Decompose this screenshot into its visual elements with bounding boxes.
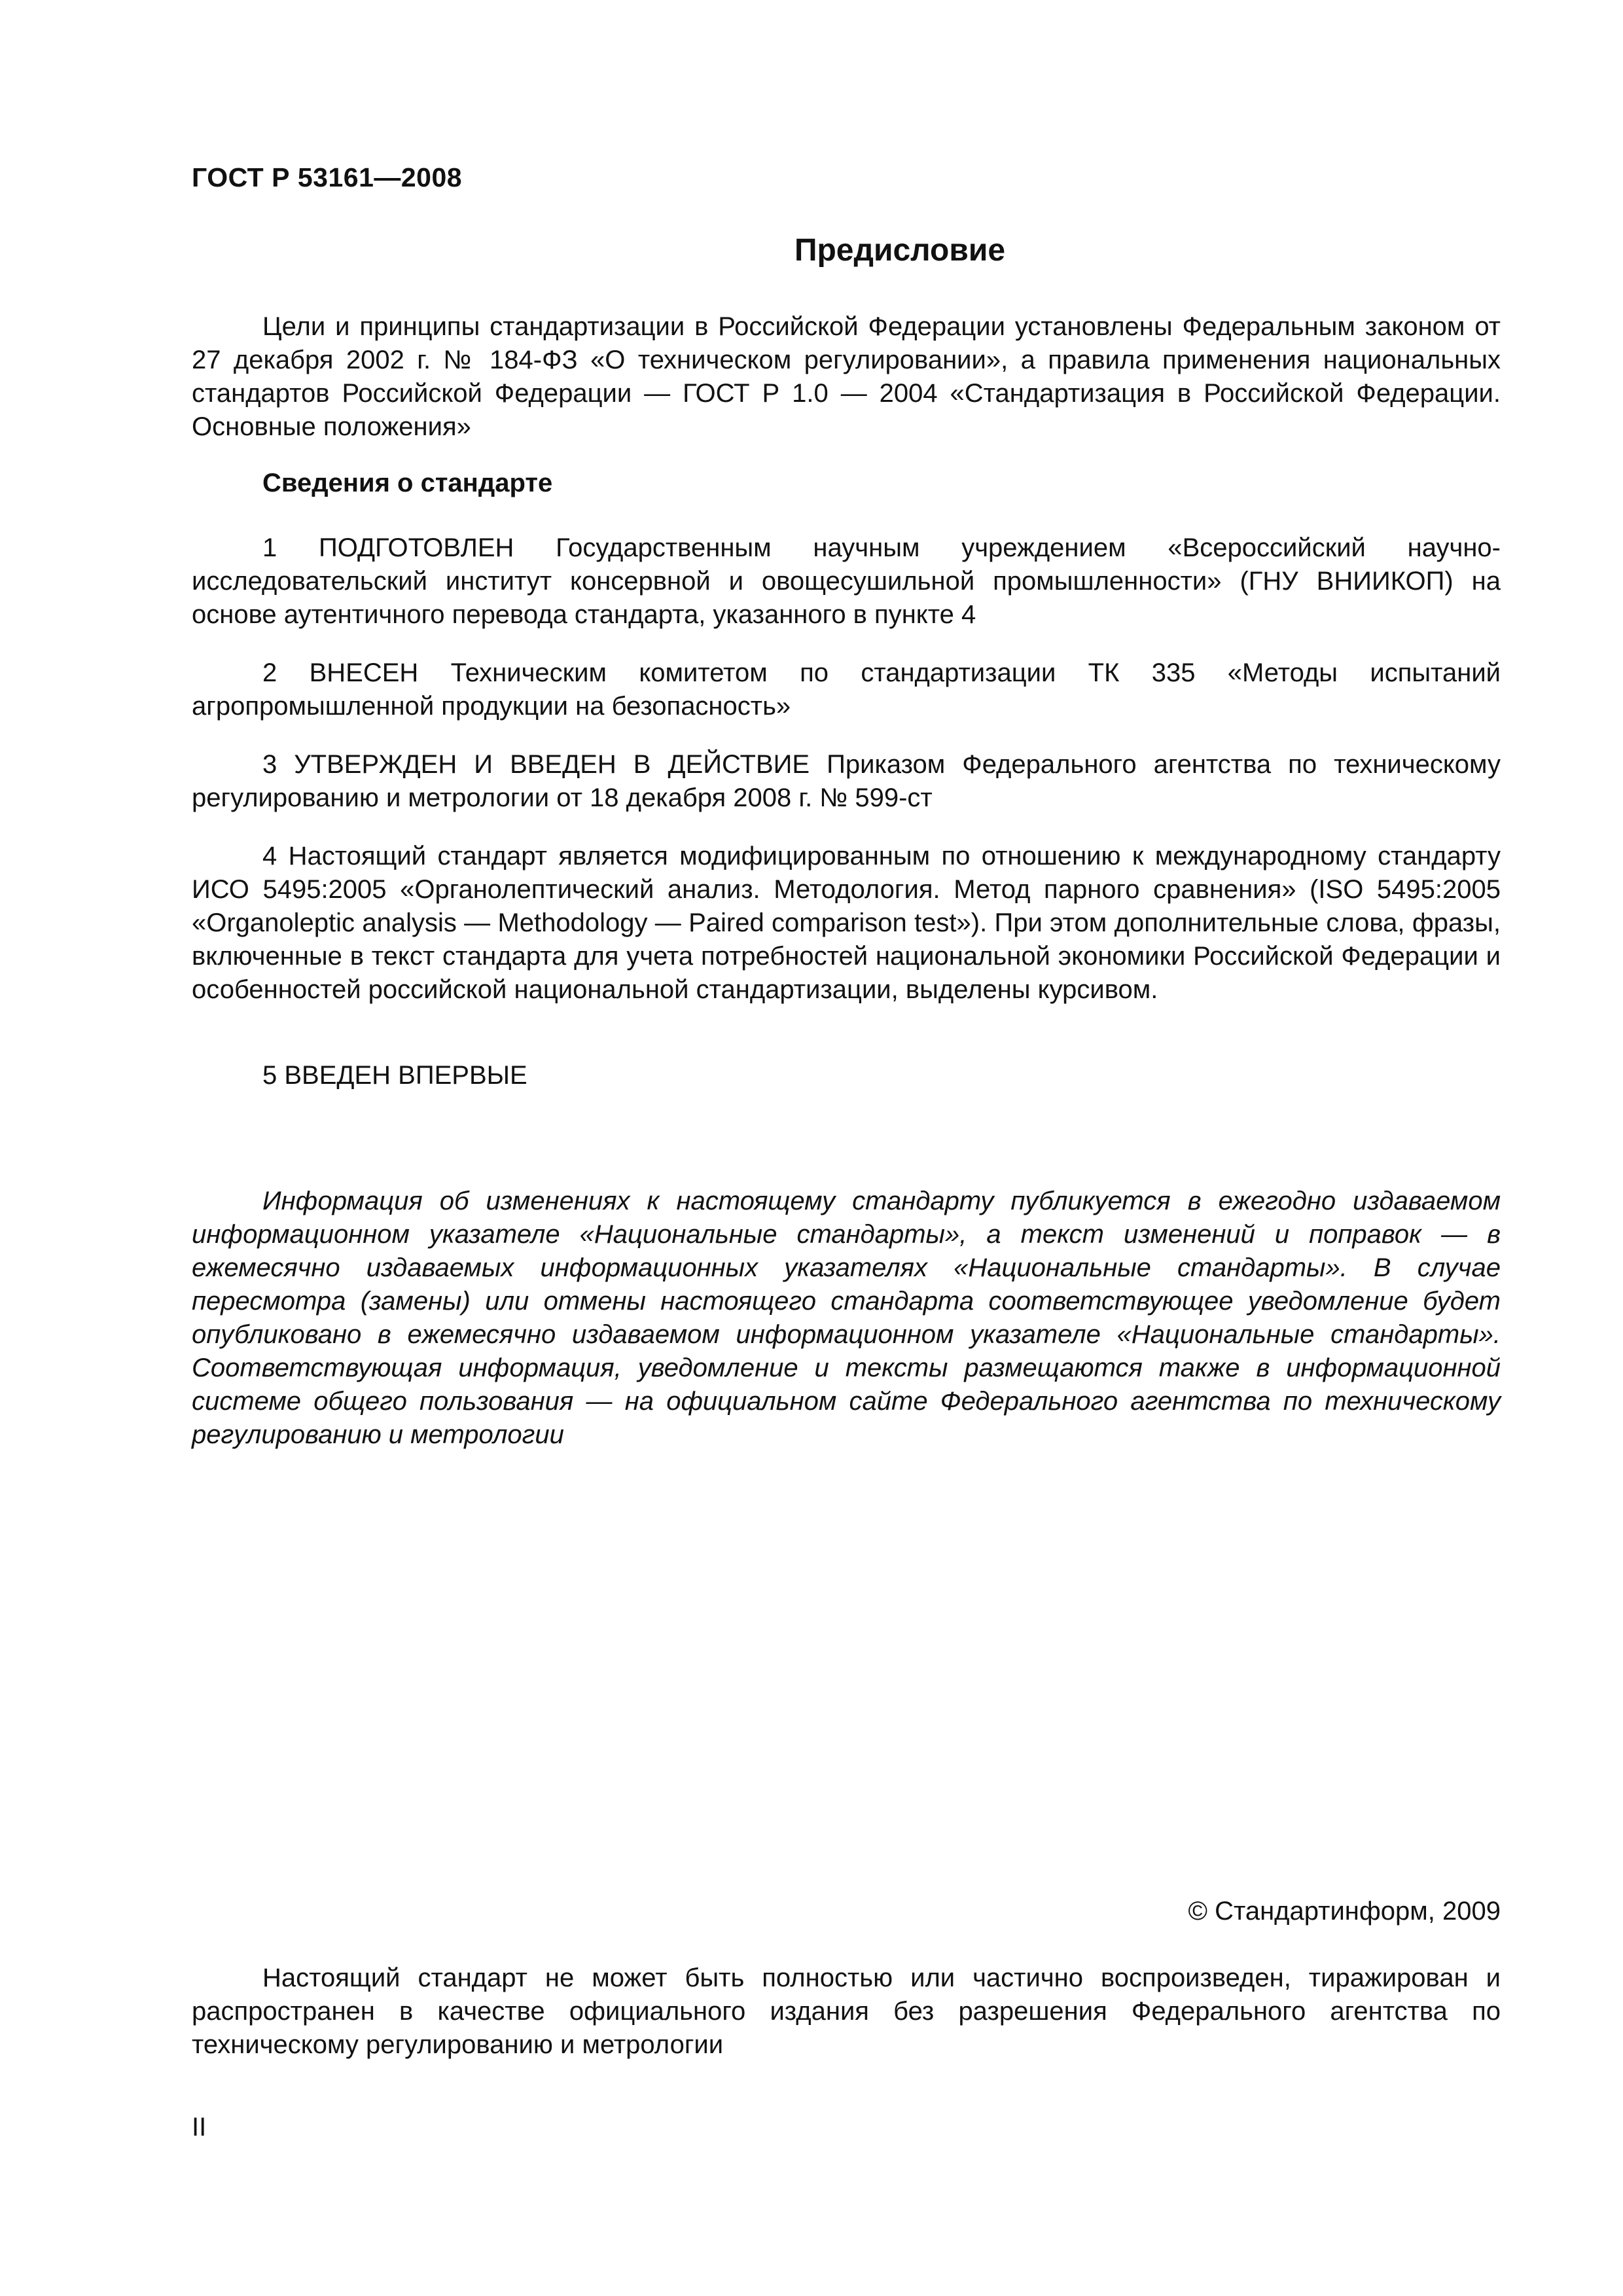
item-prepared: 1 ПОДГОТОВЛЕН Государственным научным учреждением «Всероссийский научно-исследовательский институт консервной и овощесушильной промышленности» (ГНУ ВНИИКОП) на основе аутентичного перевода стандарта, указанного в пункте 4 (192, 533, 1501, 629)
copyright-notice: © Стандартинформ, 2009 (1188, 1897, 1501, 1926)
info-heading: Сведения о стандарте (262, 469, 553, 497)
page-number: II (192, 2113, 207, 2142)
changes-notice: Информация об изменениях к настоящему стандарту публикуется в ежегодно издаваемом информационном указателе «Национальные стандарты», а текст изменений и поправок — в ежемесячно издаваемых информационных указателях «Национальные стандарты». В случае пересмотра (замены) или отмены настоящего стандарта соответствующее уведомление будет опубликовано в ежемесячно издаваемом информационном указателе «Национальные стандарты». Соответствующая информация, уведомление и тексты размещаются также в информационной системе общего пользования — на официальном сайте Федерального агентства по техническому регулированию и метрологии (192, 1187, 1501, 1449)
item-submitted: 2 ВНЕСЕН Техническим комитетом по стандартизации ТК 335 «Методы испытаний агропромышленной продукции на безопасность» (192, 658, 1501, 721)
page-title: Предисловие (794, 233, 1006, 268)
standard-code: ГОСТ Р 53161—2008 (192, 162, 463, 192)
item-first-introduced: 5 ВВЕДЕН ВПЕРВЫЕ (262, 1061, 527, 1090)
reproduction-notice: Настоящий стандарт не может быть полностью или частично воспроизведен, тиражирован и распространен в качестве официального издания без разрешения Федерального агентства по техническому регулированию и метрологии (192, 1964, 1501, 2059)
item-approved: 3 УТВЕРЖДЕН И ВВЕДЕН В ДЕЙСТВИЕ Приказом Федерального агентства по техническому регулированию и метрологии от 18 декабря 2008 г. № 599-ст (192, 750, 1501, 812)
item-modified-standard: 4 Настоящий стандарт является модифицированным по отношению к международному стандарту ИСО 5495:2005 «Органолептический анализ. Методология. Метод парного сравнения» (ISO 5495:2005 «Organoleptic analysis — Methodology — Paired comparison test»). При этом дополнительные слова, фразы, включенные в текст стандарта для учета потребностей национальной экономики Российской Федерации и особенностей российской национальной стандартизации, выделены курсивом. (192, 842, 1501, 1004)
intro-paragraph: Цели и принципы стандартизации в Российской Федерации установлены Федеральным законом от 27 декабря 2002 г. № 184-ФЗ «О техническом регулировании», а правила применения национальных стандартов Российской Федерации — ГОСТ Р 1.0 — 2004 «Стандартизация в Российской Федерации. Основные положения» (192, 312, 1501, 441)
